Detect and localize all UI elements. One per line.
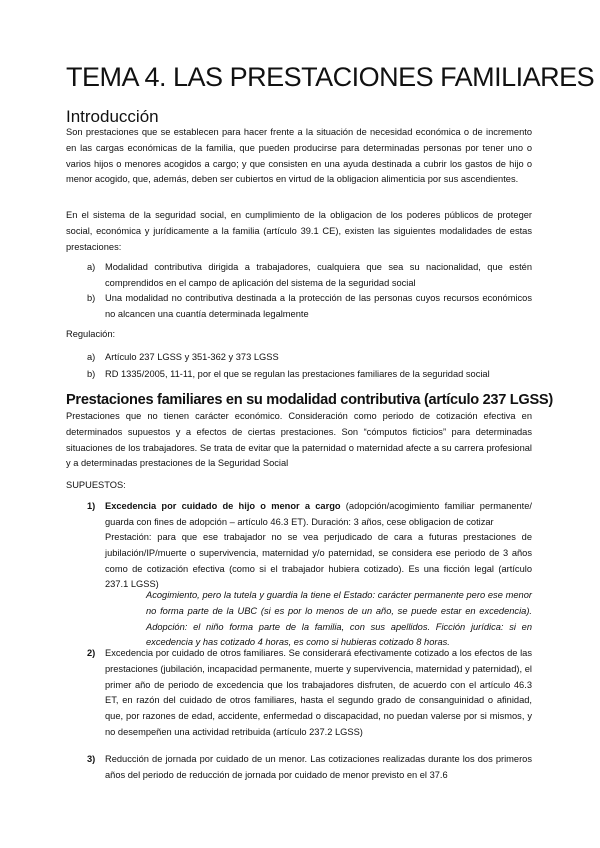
intro-heading: Introducción — [66, 107, 159, 126]
list-item: Artículo 237 LGSS y 351-362 y 373 LGSS — [105, 352, 279, 362]
list-item: Reducción de jornada por cuidado de un menor. Las cotizaciones realizadas durante los dos primeros años del periodo de reducción de jornada por cuidado de menor previsto en el 37.6 — [105, 754, 532, 780]
intro-paragraph-2: En el sistema de la seguridad social, en cumplimiento de la obligacion de los poderes públicos de proteger social, económica y jurídicamente a la familia (artículo 39.1 CE), existen las siguientes modalidades de estas prestaciones: — [66, 210, 532, 252]
list-marker: b) — [87, 293, 96, 303]
list-marker: 2) — [87, 648, 96, 658]
section2-paragraph: Prestaciones que no tienen carácter económico. Consideración como periodo de cotización efectiva en determinados supuestos y a efectos de ciertas prestaciones. Son “cómputos ficticios” para determinadas situaciones de los trabajadores. Se trata de evitar que la paternidad o maternidad afecte a su carrera profesional y a determinadas prestaciones de la Seguridad Social — [66, 411, 532, 469]
regulacion-label: Regulación: — [66, 329, 116, 339]
item-text: (adopción/acogimiento familiar permanente/ guarda con fines de adopción – artículo 46.3 ET). Duración: 3 años, cese obligacion de cotizar — [105, 501, 532, 527]
list-item: RD 1335/2005, 11-11, por el que se regulan las prestaciones familiares de la seguridad social — [105, 369, 490, 379]
list-item — [105, 499, 532, 531]
note-text: Acogimiento, pero la tutela y guardia la tiene el Estado: carácter permanente pero ese menor no forma parte de la UBC (si es por lo menos de un año, se puede estar en excedencia). Adopción: el niño forma parte de la familia, con sus apellidos. Ficción jurídica: si en excedencia y has cotizado 4 horas, es como si hubieras cotizado 8 horas. — [146, 590, 532, 648]
list-item-continuation: Prestación: para que ese trabajador no se vea perjudicado de cara a futuras prestaciones de jubilación/IP/muerte o supervivencia, maternidad y/o paternidad, se considera ese periodo de 3 años como de cotización efectiva (como si el trabajador hubiera cotizado). Es una ficción legal (artículo 237.1 LGSS) — [105, 532, 532, 590]
list-item: Una modalidad no contributiva destinada a la protección de las personas cuyos recursos económicos no alcancen una cuantía determinada legalmente — [105, 293, 532, 319]
list-marker: b) — [87, 369, 96, 379]
item-bold-text: Excedencia por cuidado de hijo o menor a cargo — [105, 501, 341, 511]
list-marker: a) — [87, 352, 96, 362]
list-marker: a) — [87, 262, 96, 272]
section2-heading: Prestaciones familiares en su modalidad contributiva (artículo 237 LGSS) — [66, 392, 553, 408]
list-marker: 3) — [87, 754, 96, 764]
intro-paragraph-1: Son prestaciones que se establecen para hacer frente a la situación de necesidad económica o de incremento en las cargas económicas de la familia, que pueden producirse para determinadas personas por tener uno o varios hijos o menores acogidos a cargo; y que consisten en una ayuda destinada a cubrir los gastos de hijo o menor acogido, que, además, deben ser cubiertos en virtud de la obligacion alimenticia por sus ascendientes. — [66, 127, 532, 185]
list-item: Modalidad contributiva dirigida a trabajadores, cualquiera que sea su nacionalidad, que estén comprendidos en el campo de aplicación del sistema de la seguridad social — [105, 262, 532, 288]
list-marker: 1) — [87, 501, 96, 511]
list-item: Excedencia por cuidado de otros familiares. Se considerará efectivamente cotizado a los efectos de las prestaciones (jubilación, incapacidad permanente, muerte y supervivencia, maternidad y paternidad), el primer año de periodo de excedencia que los trabajadores disfruten, de acuerdo con el artículo 46.3 ET, en razón del cuidado de otros familiares, hasta el segundo grado de consanguinidad o afinidad, que, por razones de edad, accidente, enfermedad o discapacidad, no puedan valerse por si mismos, y no desempeñen una actividad retribuida (artículo 237.2 LGSS) — [105, 648, 532, 737]
page-title: TEMA 4. LAS PRESTACIONES FAMILIARES — [66, 62, 595, 92]
supuestos-label: SUPUESTOS: — [66, 480, 126, 490]
